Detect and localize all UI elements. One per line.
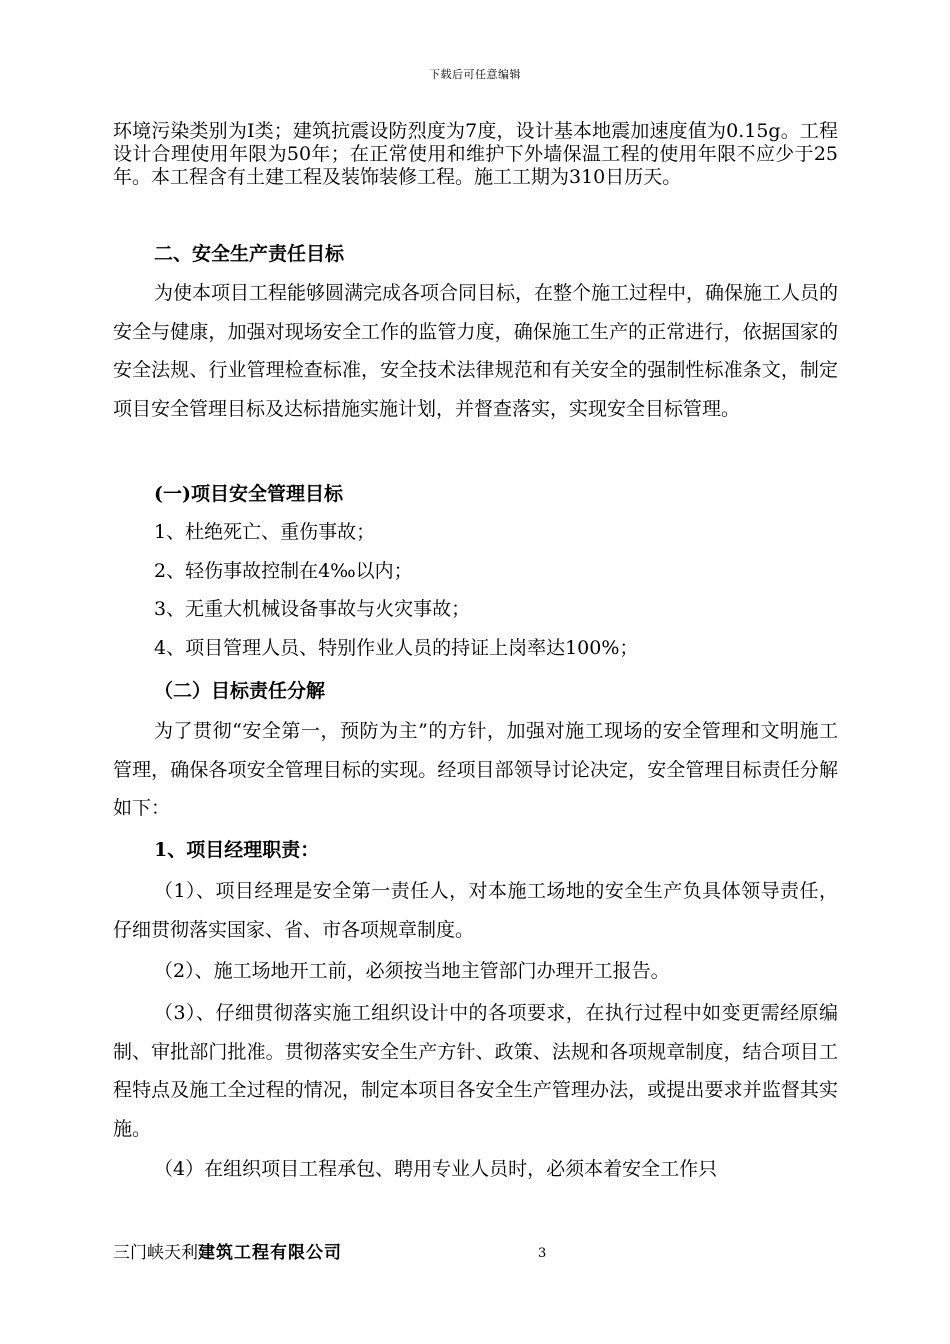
goal-item: 2、轻伤事故控制在4‰以内；	[154, 560, 413, 582]
manager-duties-heading: 1、项目经理职责：	[154, 839, 320, 861]
page-number: 3	[538, 1246, 547, 1261]
header-note: 下载后可任意编辑	[429, 68, 521, 81]
goal-item: 1、杜绝死亡、重伤事故；	[154, 521, 376, 543]
section-paragraph: 为使本项目工程能够圆满完成各项合同目标，在整个施工过程中，确保施工人员的安全与健康，加强对现场安全工作的监管力度，确保施工生产的正常进行，依据国家的安全法规、行业管理检查标准，安全技术法律规范和有关安全的强制性标准条文，制定项目安全管理目标及达标措施实施计划，并督查落实，实现安全目标管理。	[113, 282, 839, 420]
goal-item: 4、项目管理人员、特别作业人员的持证上岗率达100%；	[154, 637, 639, 659]
subheading-decomposition: （二）目标责任分解	[154, 680, 326, 702]
company-name-bold: 建筑工程有限公司	[198, 1243, 342, 1263]
duty-item: （2）、施工场地开工前，必须按当地主管部门办理开工报告。	[154, 960, 670, 982]
intro-paragraph: 环境污染类别为Ⅰ类；建筑抗震设防烈度为7度，设计基本地震加速度值为0.15g。工程设计合理使用年限为50年；在正常使用和维护下外墙保温工程的使用年限不应少于25年。本工程含有土建工程及装饰装修工程。施工工期为310日历天。	[113, 120, 838, 188]
section-heading: 二、安全生产责任目标	[154, 243, 345, 265]
decomposition-paragraph: 为了贯彻“安全第一，预防为主”的方针，加强对施工现场的安全管理和文明施工管理，确保各项安全管理目标的实现。经项目部领导讨论决定，安全管理目标责任分解如下：	[113, 720, 838, 819]
footer-company-name	[113, 1243, 342, 1263]
company-name-plain: 三门峡天利	[113, 1243, 198, 1263]
duty-item: （4）在组织项目工程承包、聘用专业人员时，必须本着安全工作只	[154, 1158, 718, 1180]
goal-item: 3、无重大机械设备事故与火灾事故；	[154, 598, 471, 620]
duty-item: （3）、仔细贯彻落实施工组织设计中的各项要求，在执行过程中如变更需经原编制、审批部门批准。贯彻落实安全生产方针、政策、法规和各项规章制度，结合项目工程特点及施工全过程的情况，制定本项目各安全生产管理办法，或提出要求并监督其实施。	[113, 1002, 838, 1140]
subheading-safety-goals: (一)项目安全管理目标	[154, 483, 343, 505]
duty-item: （1）、项目经理是安全第一责任人，对本施工场地的安全生产负具体领导责任，仔细贯彻落实国家、省、市各项规章制度。	[113, 880, 838, 941]
